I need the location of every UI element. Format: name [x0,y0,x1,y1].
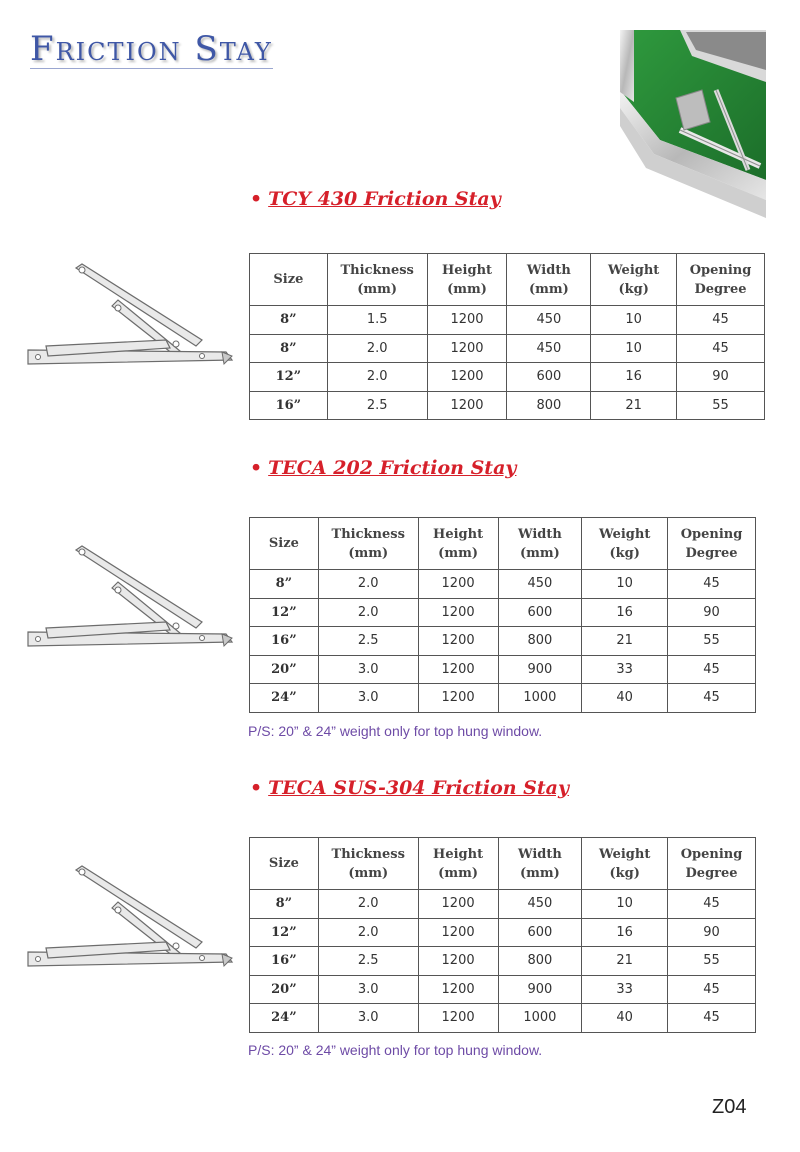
size-cell: 24” [250,1004,319,1033]
table-cell: 16 [582,598,668,627]
table-cell: 45 [668,684,756,713]
section-title: TCY 430 Friction Stay [268,188,501,210]
spec-table-teca-sus-304 [249,837,756,1033]
table-cell: 2.5 [318,947,418,976]
footnote: P/S: 20” & 24” weight only for top hung window. [248,723,543,739]
table-cell: 10 [582,890,668,919]
table-cell: 40 [582,1004,668,1033]
table-row [250,391,765,420]
table-cell: 1.5 [327,306,427,335]
table-cell: 1000 [498,1004,582,1033]
table-cell: 33 [582,975,668,1004]
size-cell: 8” [250,570,319,599]
table-cell: 45 [668,655,756,684]
section-title: TECA 202 Friction Stay [268,457,517,479]
column-header: Opening Degree [668,518,756,570]
column-header: Opening Degree [668,838,756,890]
table-cell: 600 [498,918,582,947]
column-header: Weight (kg) [582,518,668,570]
table-cell: 1200 [418,947,498,976]
table-cell: 90 [668,918,756,947]
column-header: Thickness (mm) [327,254,427,306]
table-row [250,975,756,1004]
friction-stay-product-icon [26,260,236,372]
table-cell: 450 [507,334,591,363]
table-cell: 1200 [427,306,507,335]
table-cell: 2.0 [327,334,427,363]
table-header-row [250,838,756,890]
table-cell: 10 [591,306,677,335]
table-cell: 55 [677,391,765,420]
table-cell: 2.0 [318,918,418,947]
table-row [250,1004,756,1033]
table-cell: 33 [582,655,668,684]
size-cell: 12” [250,598,319,627]
size-cell: 12” [250,363,328,392]
table-cell: 10 [582,570,668,599]
table-cell: 1200 [418,975,498,1004]
size-cell: 16” [250,391,328,420]
table-header-row [250,254,765,306]
page-title: Friction Stay [30,29,273,69]
table-cell: 21 [591,391,677,420]
table-row [250,570,756,599]
column-header: Size [250,254,328,306]
section-heading-teca-sus-304 [250,777,569,799]
table-row [250,947,756,976]
column-header: Size [250,838,319,890]
table-cell: 2.0 [318,890,418,919]
table-cell: 1200 [418,1004,498,1033]
spec-table-tcy-430 [249,253,765,420]
bullet: • [250,188,263,210]
table-cell: 45 [668,1004,756,1033]
size-cell: 12” [250,918,319,947]
size-cell: 16” [250,627,319,656]
table-cell: 900 [498,655,582,684]
column-header: Width (mm) [498,838,582,890]
table-cell: 1200 [427,363,507,392]
table-row [250,655,756,684]
table-cell: 450 [498,890,582,919]
table-cell: 10 [591,334,677,363]
table-row [250,334,765,363]
size-cell: 20” [250,655,319,684]
column-header: Width (mm) [507,254,591,306]
size-cell: 8” [250,306,328,335]
table-row [250,684,756,713]
table-cell: 16 [582,918,668,947]
table-cell: 45 [668,890,756,919]
table-row [250,363,765,392]
window-hinge-photo [620,30,766,218]
bullet: • [250,457,263,479]
friction-stay-product-icon [26,862,236,974]
column-header: Height (mm) [427,254,507,306]
section-title: TECA SUS-304 Friction Stay [268,777,570,799]
table-cell: 45 [668,975,756,1004]
table-cell: 1200 [427,334,507,363]
table-cell: 55 [668,627,756,656]
table-header-row [250,518,756,570]
table-cell: 3.0 [318,1004,418,1033]
table-cell: 45 [677,334,765,363]
table-cell: 45 [668,570,756,599]
section-heading-tcy-430 [250,188,501,210]
section-heading-teca-202 [250,457,516,479]
column-header: Height (mm) [418,518,498,570]
table-cell: 450 [498,570,582,599]
size-cell: 8” [250,334,328,363]
column-header: Thickness (mm) [318,518,418,570]
table-cell: 1200 [427,391,507,420]
table-cell: 600 [498,598,582,627]
table-cell: 800 [498,947,582,976]
table-cell: 1200 [418,598,498,627]
footnote: P/S: 20” & 24” weight only for top hung window. [248,1042,543,1058]
table-cell: 16 [591,363,677,392]
table-row [250,890,756,919]
table-cell: 900 [498,975,582,1004]
size-cell: 8” [250,890,319,919]
table-row [250,627,756,656]
column-header: Height (mm) [418,838,498,890]
table-cell: 2.0 [318,598,418,627]
table-cell: 21 [582,947,668,976]
table-cell: 45 [677,306,765,335]
size-cell: 20” [250,975,319,1004]
page-number: Z04 [712,1096,747,1118]
bullet: • [250,777,263,799]
table-cell: 1200 [418,684,498,713]
table-cell: 1200 [418,890,498,919]
size-cell: 24” [250,684,319,713]
column-header: Opening Degree [677,254,765,306]
table-cell: 2.5 [327,391,427,420]
table-cell: 800 [498,627,582,656]
column-header: Thickness (mm) [318,838,418,890]
table-cell: 1200 [418,627,498,656]
table-cell: 3.0 [318,655,418,684]
table-cell: 450 [507,306,591,335]
friction-stay-product-icon [26,542,236,654]
table-cell: 3.0 [318,975,418,1004]
table-cell: 55 [668,947,756,976]
size-cell: 16” [250,947,319,976]
column-header: Width (mm) [498,518,582,570]
table-cell: 2.5 [318,627,418,656]
column-header: Weight (kg) [591,254,677,306]
table-row [250,306,765,335]
table-cell: 40 [582,684,668,713]
table-cell: 1200 [418,655,498,684]
table-cell: 1200 [418,918,498,947]
table-cell: 2.0 [327,363,427,392]
table-cell: 1200 [418,570,498,599]
table-cell: 90 [668,598,756,627]
table-cell: 2.0 [318,570,418,599]
table-row [250,918,756,947]
table-cell: 1000 [498,684,582,713]
table-cell: 800 [507,391,591,420]
column-header: Weight (kg) [582,838,668,890]
column-header: Size [250,518,319,570]
table-cell: 600 [507,363,591,392]
table-cell: 90 [677,363,765,392]
spec-table-teca-202 [249,517,756,713]
table-cell: 3.0 [318,684,418,713]
table-row [250,598,756,627]
table-cell: 21 [582,627,668,656]
